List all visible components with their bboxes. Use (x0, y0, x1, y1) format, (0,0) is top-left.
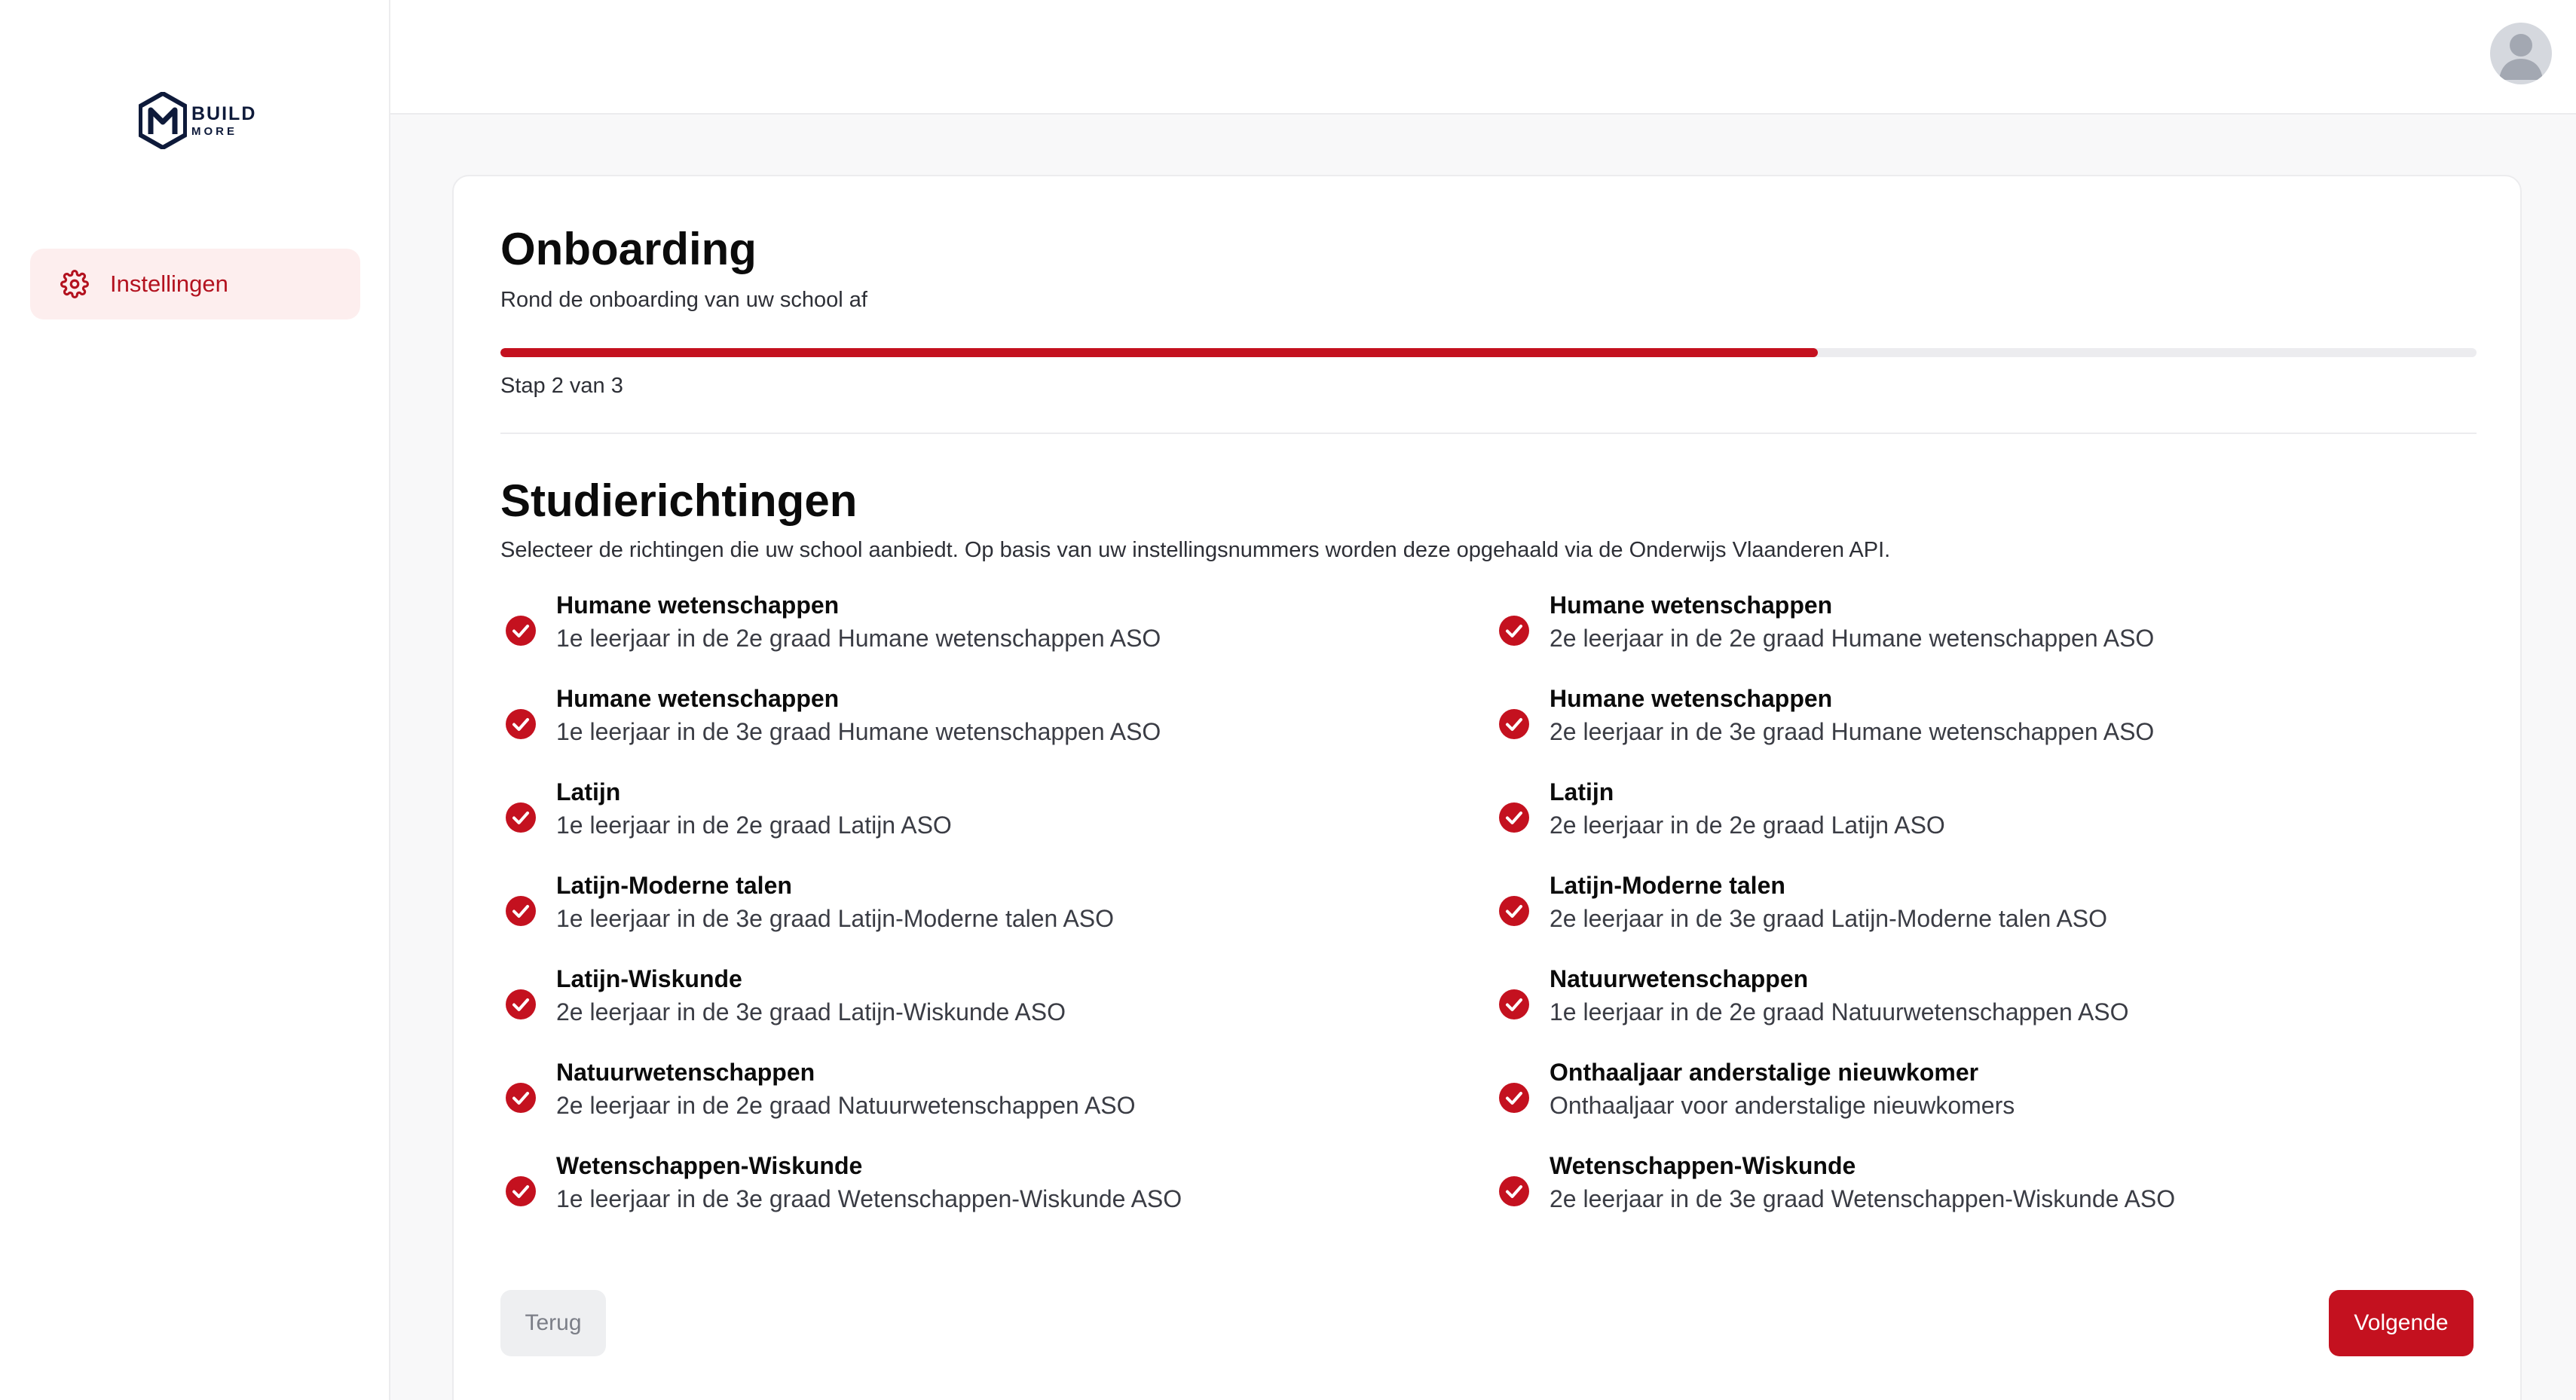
check-circle-icon[interactable] (505, 615, 537, 647)
richting-text (1550, 776, 1945, 842)
next-button[interactable]: Volgende (2329, 1290, 2474, 1356)
sidebar-item-instellingen[interactable] (30, 249, 360, 319)
richting-text (556, 963, 1066, 1029)
richting-text (1550, 589, 2154, 656)
richting-item[interactable] (500, 683, 1494, 776)
richting-text (556, 870, 1114, 936)
richting-title: Latijn-Moderne talen (556, 872, 792, 899)
check-circle-icon[interactable] (505, 708, 537, 740)
richting-title: Wetenschappen-Wiskunde (1550, 1152, 1856, 1179)
richting-subtitle: 2e leerjaar in de 3e graad Latijn-Moderne talen ASO (1550, 905, 2108, 932)
sidebar (0, 0, 390, 1400)
richting-text (1550, 870, 2107, 936)
section-title: Studierichtingen (500, 475, 858, 526)
back-button[interactable]: Terug (500, 1290, 606, 1356)
richting-text (1550, 1150, 2175, 1216)
richting-subtitle: 2e leerjaar in de 2e graad Natuurwetenschappen ASO (556, 1092, 1136, 1119)
progress-bar (500, 348, 2477, 357)
check-circle-icon[interactable] (1498, 895, 1530, 927)
progress-fill (500, 348, 1818, 357)
check-circle-icon[interactable] (505, 895, 537, 927)
check-circle-icon[interactable] (1498, 802, 1530, 833)
richting-subtitle: 2e leerjaar in de 3e graad Wetenschappen-Wiskunde ASO (1550, 1185, 2176, 1212)
richting-text (556, 1150, 1182, 1216)
check-circle-icon[interactable] (1498, 1082, 1530, 1114)
step-indicator: Stap 2 van 3 (500, 374, 623, 398)
check-circle-icon[interactable] (1498, 1175, 1530, 1207)
check-circle-icon[interactable] (505, 802, 537, 833)
richting-subtitle: 1e leerjaar in de 3e graad Humane wetenschappen ASO (556, 718, 1161, 745)
check-circle-icon[interactable] (1498, 615, 1530, 647)
richting-title: Latijn-Wiskunde (556, 965, 742, 992)
richting-title: Natuurwetenschappen (556, 1059, 815, 1086)
richting-item[interactable] (500, 1056, 1494, 1150)
richting-subtitle: Onthaaljaar voor anderstalige nieuwkomers (1550, 1092, 2015, 1119)
richting-subtitle: 1e leerjaar in de 2e graad Natuurwetenschappen ASO (1550, 998, 2129, 1026)
check-circle-icon[interactable] (505, 1082, 537, 1114)
richting-text (556, 1056, 1136, 1123)
gear-icon (60, 270, 89, 298)
richting-subtitle: 1e leerjaar in de 2e graad Latijn ASO (556, 812, 952, 839)
brand-logo[interactable] (139, 92, 256, 149)
richting-item[interactable] (1494, 776, 2477, 870)
richting-subtitle: 2e leerjaar in de 3e graad Humane wetenschappen ASO (1550, 718, 2155, 745)
check-circle-icon[interactable] (1498, 989, 1530, 1020)
onboarding-card (452, 175, 2522, 1400)
richting-title: Onthaaljaar anderstalige nieuwkomer (1550, 1059, 1979, 1086)
richting-title: Latijn (556, 778, 621, 805)
richting-title: Wetenschappen-Wiskunde (556, 1152, 863, 1179)
richting-text (1550, 1056, 2015, 1123)
logo-wordmark (191, 102, 257, 138)
richting-subtitle: 1e leerjaar in de 2e graad Humane wetenschappen ASO (556, 625, 1161, 652)
richting-title: Humane wetenschappen (556, 591, 840, 619)
page-subtitle: Rond de onboarding van uw school af (500, 288, 867, 312)
page-title: Onboarding (500, 224, 757, 274)
top-bar (390, 0, 2576, 115)
richting-item[interactable] (1494, 1056, 2477, 1150)
richting-item[interactable] (1494, 1150, 2477, 1243)
avatar-silhouette-icon (2490, 23, 2552, 84)
richting-item[interactable] (1494, 963, 2477, 1056)
richting-text (556, 776, 952, 842)
richting-subtitle: 2e leerjaar in de 2e graad Latijn ASO (1550, 812, 1945, 839)
richting-item[interactable] (500, 1150, 1494, 1243)
richting-title: Humane wetenschappen (1550, 685, 1833, 712)
check-circle-icon[interactable] (505, 1175, 537, 1207)
section-description: Selecteer de richtingen die uw school aanbiedt. Op basis van uw instellingsnummers worden deze opgehaald via de Onderwijs Vlaanderen API. (500, 538, 1891, 562)
richting-subtitle: 1e leerjaar in de 3e graad Wetenschappen-Wiskunde ASO (556, 1185, 1182, 1212)
richting-text (1550, 963, 2129, 1029)
richting-title: Humane wetenschappen (556, 685, 840, 712)
check-circle-icon[interactable] (1498, 708, 1530, 740)
logo-mark-icon (139, 92, 187, 149)
richtingen-list (500, 589, 2477, 1243)
richting-subtitle: 1e leerjaar in de 3e graad Latijn-Moderne talen ASO (556, 905, 1115, 932)
richting-item[interactable] (1494, 589, 2477, 683)
richting-item[interactable] (500, 589, 1494, 683)
richting-text (556, 589, 1161, 656)
richting-subtitle: 2e leerjaar in de 3e graad Latijn-Wiskunde ASO (556, 998, 1066, 1026)
richting-item[interactable] (1494, 683, 2477, 776)
sidebar-item-label: Instellingen (110, 271, 228, 297)
divider (500, 433, 2477, 434)
richting-subtitle: 2e leerjaar in de 2e graad Humane wetenschappen ASO (1550, 625, 2155, 652)
user-avatar-icon[interactable] (2490, 23, 2552, 84)
richting-item[interactable] (500, 963, 1494, 1056)
richting-item[interactable] (500, 870, 1494, 963)
logo-line1: BUILD (191, 102, 257, 124)
richting-title: Natuurwetenschappen (1550, 965, 1809, 992)
richting-title: Latijn-Moderne talen (1550, 872, 1785, 899)
logo-line2: MORE (191, 124, 237, 138)
richting-title: Latijn (1550, 778, 1614, 805)
richting-title: Humane wetenschappen (1550, 591, 1833, 619)
richting-item[interactable] (500, 776, 1494, 870)
richting-text (556, 683, 1161, 749)
richting-text (1550, 683, 2154, 749)
richting-item[interactable] (1494, 870, 2477, 963)
check-circle-icon[interactable] (505, 989, 537, 1020)
